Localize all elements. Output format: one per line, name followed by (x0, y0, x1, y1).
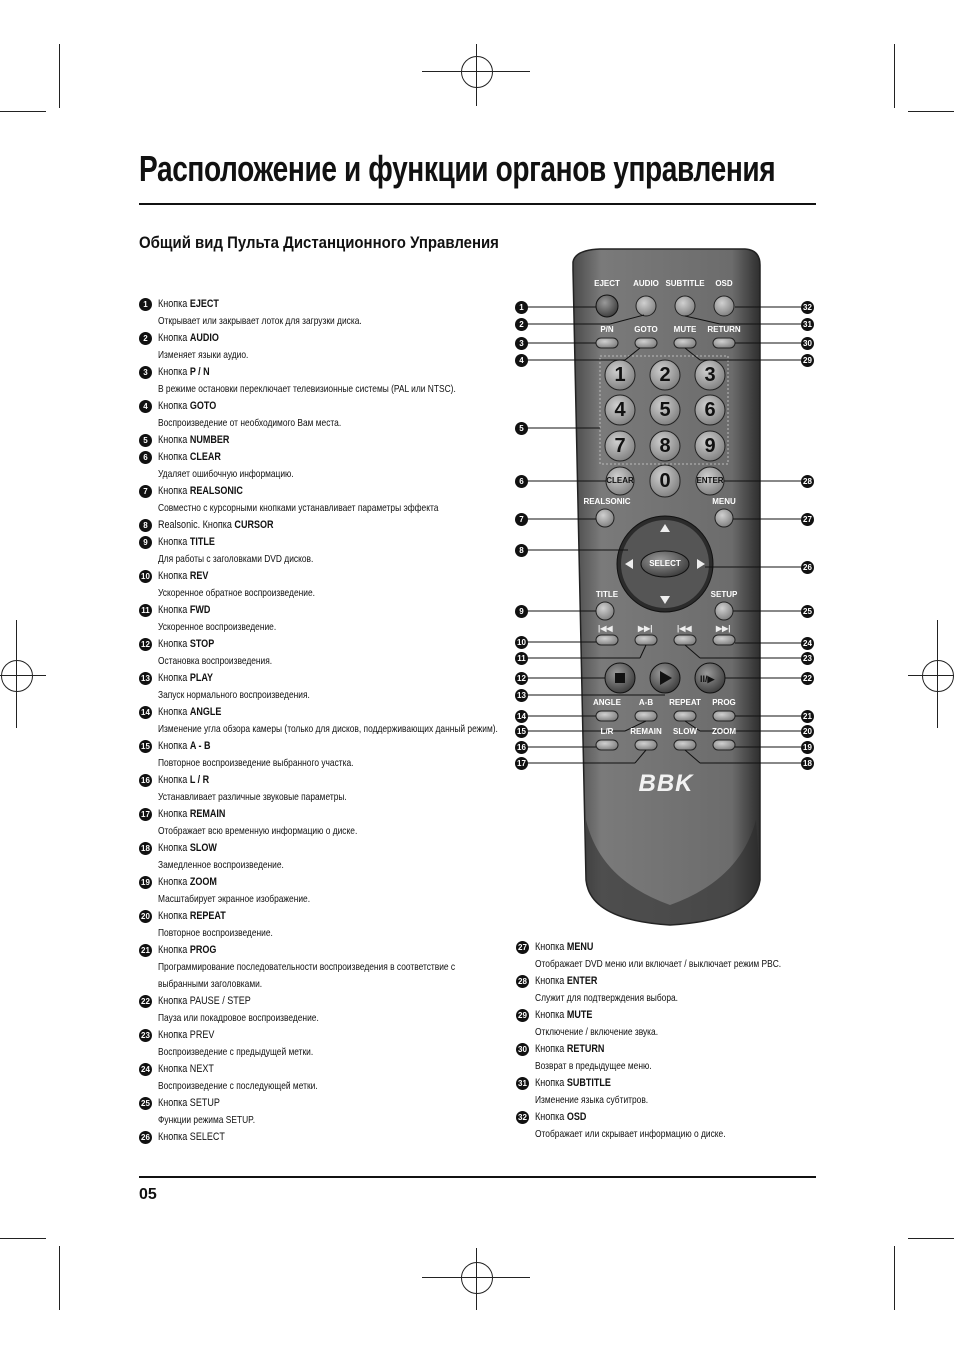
section-subtitle: Общий вид Пульта Дистанционного Управления (139, 233, 499, 252)
legend-button-name: MUTE (566, 1009, 593, 1021)
callout-10: 10 (515, 636, 528, 649)
legend-prefix: Кнопка (535, 975, 567, 987)
legend-description: Воспроизведение с предыдущей метки. (158, 1046, 314, 1058)
realsonic-label: REALSONIC (583, 497, 631, 506)
legend-prefix: Кнопка (158, 332, 190, 344)
legend-prefix: Кнопка (158, 400, 190, 412)
legend-button-name: AUDIO (189, 332, 219, 344)
legend-prefix: Кнопка NEXT (158, 1063, 214, 1075)
legend-button-name: TITLE (189, 536, 215, 548)
legend-button-name: FWD (189, 604, 211, 616)
callout-30: 30 (801, 337, 814, 350)
osd-label: OSD (715, 279, 733, 288)
svg-text:|◀◀: |◀◀ (677, 624, 692, 633)
legend-prefix: Кнопка (158, 910, 190, 922)
legend-description: Возврат в предыдущее меню. (535, 1060, 652, 1072)
legend-prefix: Кнопка (535, 1043, 567, 1055)
legend-number: 3 (139, 366, 152, 379)
callout-6: 6 (515, 475, 528, 488)
angle-label: ANGLE (593, 698, 621, 707)
legend-button-name: STOP (189, 638, 215, 650)
legend-prefix: Кнопка (535, 1009, 567, 1021)
callout-15: 15 (515, 725, 528, 738)
legend-number: 8 (139, 519, 152, 532)
legend-number: 16 (139, 774, 152, 787)
callout-24: 24 (801, 637, 814, 650)
remain-label: REMAIN (630, 727, 662, 736)
legend-button-name: SUBTITLE (566, 1077, 611, 1089)
digit-0-label: 0 (659, 470, 671, 492)
callout-23: 23 (801, 652, 814, 665)
legend-number: 22 (139, 995, 152, 1008)
legend-number: 24 (139, 1063, 152, 1076)
audio-label: AUDIO (633, 279, 659, 288)
legend-prefix: Кнопка (158, 944, 190, 956)
digit-9-label: 9 (704, 435, 716, 457)
legend-number: 2 (139, 332, 152, 345)
legend-description: Воспроизведение с последующей метки. (158, 1080, 318, 1092)
legend-prefix: Realsonic. Кнопка (158, 519, 235, 531)
legend-description: Остановка воспроизведения. (158, 655, 273, 667)
eject-button-shape (596, 295, 618, 317)
footer-rule (139, 1176, 816, 1178)
digit-7-label: 7 (614, 435, 626, 457)
callout-19: 19 (801, 741, 814, 754)
legend-number: 30 (516, 1043, 529, 1056)
legend-prefix: Кнопка (158, 740, 190, 752)
legend-prefix: Кнопка (158, 876, 190, 888)
legend-description: Ускоренное обратное воспроизведение. (158, 587, 315, 599)
legend-description: Отображает всю временную информацию о диске. (158, 825, 358, 837)
legend-number: 28 (516, 975, 529, 988)
callout-25: 25 (801, 605, 814, 618)
legend-description: Устанавливает различные звуковые параметры. (158, 791, 347, 803)
legend-number: 6 (139, 451, 152, 464)
callout-9: 9 (515, 605, 528, 618)
legend-prefix: Кнопка (535, 941, 567, 953)
legend-description: Отображает DVD меню или включает / выключает режим PBC. (535, 958, 782, 970)
digit-8-label: 8 (659, 435, 671, 457)
legend-button-name: PLAY (189, 672, 214, 684)
legend-button-name: A - B (189, 740, 211, 752)
callout-2: 2 (515, 318, 528, 331)
legend-description: В режиме остановки переключает телевизионные системы (PAL или NTSC). (158, 383, 456, 395)
legend-prefix: Кнопка (158, 366, 190, 378)
legend-number: 14 (139, 706, 152, 719)
callout-3: 3 (515, 337, 528, 350)
digit-5-label: 5 (659, 399, 671, 421)
legend-prefix: Кнопка (158, 706, 190, 718)
callout-18: 18 (801, 757, 814, 770)
legend-number: 12 (139, 638, 152, 651)
digit-1-label: 1 (614, 364, 626, 386)
legend-description: Отключение / включение звука. (535, 1026, 659, 1038)
callout-28: 28 (801, 475, 814, 488)
legend-button-name: REPEAT (189, 910, 226, 922)
legend-prefix: Кнопка (158, 604, 190, 616)
legend-button-name: RETURN (566, 1043, 605, 1055)
callout-17: 17 (515, 757, 528, 770)
legend-number: 17 (139, 808, 152, 821)
legend-number: 11 (139, 604, 152, 617)
legend-description: Пауза или покадровое воспроизведение. (158, 1012, 319, 1024)
legend-number: 7 (139, 485, 152, 498)
callout-7: 7 (515, 513, 528, 526)
pn-label: P/N (600, 325, 614, 334)
legend-prefix: Кнопка SELECT (158, 1131, 225, 1143)
legend-description: Отображает или скрывает информацию о диске. (535, 1128, 726, 1140)
svg-text:II/▶: II/▶ (700, 674, 715, 684)
legend-button-name: REALSONIC (189, 485, 243, 497)
page-number: 05 (139, 1186, 157, 1203)
legend-description: Открывает или закрывает лоток для загрузки диска. (158, 315, 362, 327)
ab-label: A-B (638, 698, 654, 707)
legend-button-name: ZOOM (189, 876, 217, 888)
legend-description: Служит для подтверждения выбора. (535, 992, 679, 1004)
legend-number: 19 (139, 876, 152, 889)
clear-label: CLEAR (606, 476, 634, 485)
legend-button-name: REMAIN (189, 808, 226, 820)
legend-button-name: SLOW (189, 842, 217, 854)
legend-prefix: Кнопка (158, 298, 190, 310)
legend-button-name: CURSOR (234, 519, 274, 531)
callout-16: 16 (515, 741, 528, 754)
title-label: TITLE (595, 590, 619, 599)
callout-4: 4 (515, 354, 528, 367)
callout-29: 29 (801, 354, 814, 367)
legend-button-name: MENU (566, 941, 594, 953)
legend-number: 4 (139, 400, 152, 413)
callout-26: 26 (801, 561, 814, 574)
legend-description: Повторное воспроизведение выбранного участка. (158, 757, 354, 769)
callout-21: 21 (801, 710, 814, 723)
zoom-label: ZOOM (712, 727, 736, 736)
legend-description: Воспроизведение от необходимого Вам места. (158, 417, 342, 429)
legend-button-name: NUMBER (189, 434, 230, 446)
callout-8: 8 (515, 544, 528, 557)
legend-prefix: Кнопка (535, 1077, 567, 1089)
menu-label: MENU (712, 497, 736, 506)
legend-button-name: L / R (189, 774, 210, 786)
legend-button-name: OSD (566, 1111, 587, 1123)
legend-description: Совместно с курсорными кнопками устанавливает параметры эффекта (158, 502, 439, 514)
legend-prefix: Кнопка PREV (158, 1029, 215, 1041)
prog-label: PROG (712, 698, 736, 707)
lr-label: L/R (600, 727, 614, 736)
eject-label: EJECT (594, 279, 620, 288)
subtitle-label: SUBTITLE (665, 279, 705, 288)
callout-27: 27 (801, 513, 814, 526)
digit-2-label: 2 (659, 364, 671, 386)
digit-3-label: 3 (704, 364, 716, 386)
callout-11: 11 (515, 652, 528, 665)
callout-32: 32 (801, 301, 814, 314)
callout-5: 5 (515, 422, 528, 435)
callout-14: 14 (515, 710, 528, 723)
digit-6-label: 6 (704, 399, 716, 421)
legend-button-name: EJECT (189, 298, 219, 310)
legend-number: 1 (139, 298, 152, 311)
legend-number: 32 (516, 1111, 529, 1124)
brand-logo: BBK (638, 770, 694, 797)
legend-prefix: Кнопка (158, 434, 190, 446)
legend-number: 21 (139, 944, 152, 957)
legend-description: Удаляет ошибочную информацию. (158, 468, 294, 480)
callout-1: 1 (515, 301, 528, 314)
legend-description: Замедленное воспроизведение. (158, 859, 284, 871)
legend-description: Повторное воспроизведение. (158, 927, 273, 939)
select-label: SELECT (649, 559, 681, 568)
setup-label: SETUP (710, 590, 738, 599)
legend-prefix: Кнопка (158, 485, 190, 497)
legend-number: 27 (516, 941, 529, 954)
legend-button-name: P / N (189, 366, 210, 378)
legend-number: 10 (139, 570, 152, 583)
callout-20: 20 (801, 725, 814, 738)
slow-label: SLOW (673, 727, 697, 736)
legend-number: 20 (139, 910, 152, 923)
repeat-label: REPEAT (669, 698, 701, 707)
legend-number: 23 (139, 1029, 152, 1042)
callout-31: 31 (801, 318, 814, 331)
legend-description: Изменяет языки аудио. (158, 349, 249, 361)
mute-label: MUTE (673, 325, 697, 334)
legend-description: Изменение угла обзора камеры (только для дисков, поддерживающих данный режим). (158, 723, 498, 735)
legend-number: 18 (139, 842, 152, 855)
legend-prefix: Кнопка (158, 842, 190, 854)
legend-prefix: Кнопка (158, 570, 190, 582)
digit-4-label: 4 (614, 399, 626, 421)
legend-description: выбранными заголовками. (158, 978, 263, 990)
legend-prefix: Кнопка (535, 1111, 567, 1123)
legend-prefix: Кнопка (158, 808, 190, 820)
legend-prefix: Кнопка (158, 451, 190, 463)
legend-button-name: REV (189, 570, 209, 582)
legend-number: 25 (139, 1097, 152, 1110)
legend-prefix: Кнопка PAUSE / STEP (158, 995, 251, 1007)
legend-number: 26 (139, 1131, 152, 1144)
legend-description: Функции режима SETUP. (158, 1114, 256, 1126)
legend-prefix: Кнопка (158, 638, 190, 650)
callout-22: 22 (801, 672, 814, 685)
legend-number: 29 (516, 1009, 529, 1022)
legend-number: 15 (139, 740, 152, 753)
legend-description: Масштабирует экранное изображение. (158, 893, 311, 905)
legend-button-name: GOTO (189, 400, 217, 412)
svg-text:▶▶|: ▶▶| (638, 624, 653, 633)
legend-prefix: Кнопка SETUP (158, 1097, 220, 1109)
legend-number: 13 (139, 672, 152, 685)
svg-text:|◀◀: |◀◀ (598, 624, 613, 633)
legend-description: Ускоренное воспроизведение. (158, 621, 277, 633)
legend-prefix: Кнопка (158, 774, 190, 786)
page-title: Расположение и функции органов управления (139, 148, 776, 189)
svg-text:▶▶|: ▶▶| (716, 624, 731, 633)
legend-number: 9 (139, 536, 152, 549)
legend-button-name: ANGLE (189, 706, 222, 718)
legend-prefix: Кнопка (158, 672, 190, 684)
legend-description: Программирование последовательности воспроизведения в соответствие с (158, 961, 456, 973)
legend-prefix: Кнопка (158, 536, 190, 548)
goto-label: GOTO (634, 325, 658, 334)
legend-button-name: ENTER (566, 975, 598, 987)
legend-description: Изменение языка субтитров. (535, 1094, 649, 1106)
legend-button-name: CLEAR (189, 451, 221, 463)
callout-12: 12 (515, 672, 528, 685)
legend-description: Запуск нормального воспроизведения. (158, 689, 310, 701)
legend-button-name: PROG (189, 944, 217, 956)
callout-13: 13 (515, 689, 528, 702)
legend-number: 5 (139, 434, 152, 447)
legend-description: Для работы с заголовками DVD дисков. (158, 553, 314, 565)
legend-number: 31 (516, 1077, 529, 1090)
enter-label: ENTER (696, 476, 724, 485)
return-label: RETURN (707, 325, 741, 334)
